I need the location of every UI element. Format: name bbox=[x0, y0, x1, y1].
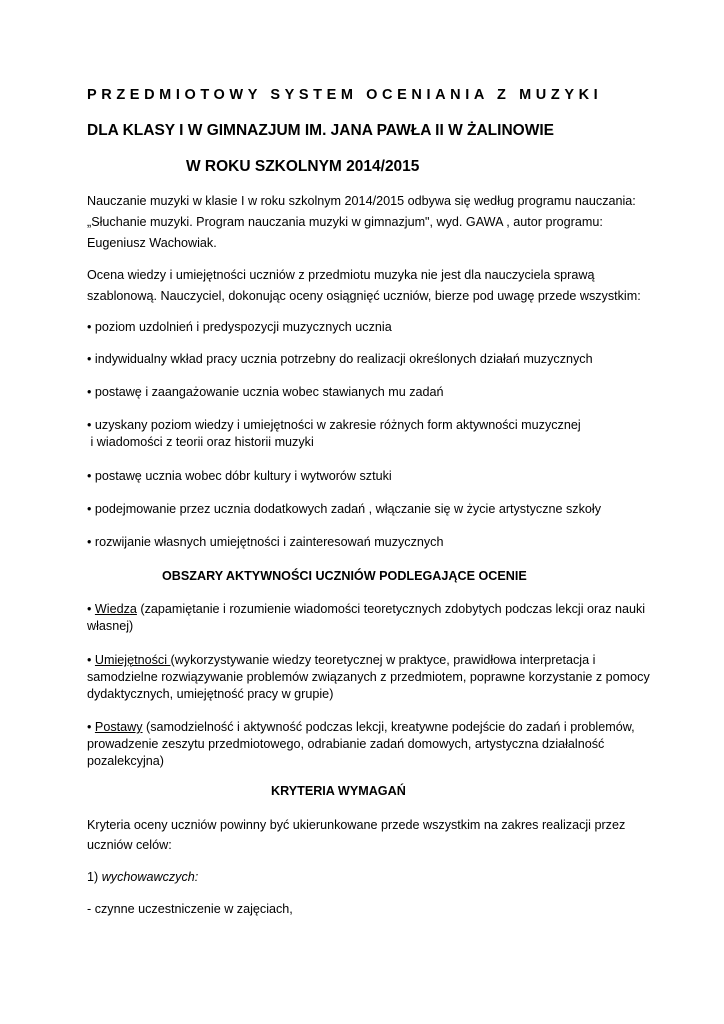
area-description-line: pozalekcyjna) bbox=[87, 754, 165, 768]
list-item: • poziom uzdolnień i predyspozycji muzycznych ucznia bbox=[87, 320, 392, 334]
document-subtitle: DLA KLASY I W GIMNAZJUM IM. JANA PAWŁA II W ŻALINOWIE bbox=[87, 122, 554, 139]
item-label: wychowawczych: bbox=[101, 870, 199, 884]
area-term: Umiejętności bbox=[94, 653, 171, 667]
area-description-line: samodzielne rozwiązywanie problemów związanych z przedmiotem, poprawne korzystanie z pomocy bbox=[87, 670, 650, 684]
area-description-line: dydaktycznych, umiejętność pracy w grupie) bbox=[87, 687, 334, 701]
area-postawy bbox=[87, 720, 635, 734]
criteria-heading: KRYTERIA WYMAGAŃ bbox=[271, 784, 406, 798]
criteria-line: uczniów celów: bbox=[87, 838, 172, 852]
intro-line: „Słuchanie muzyki. Program nauczania muzyki w gimnazjum", wyd. GAWA , autor programu: bbox=[87, 215, 603, 229]
assessment-line: Ocena wiedzy i umiejętności uczniów z przedmiotu muzyka nie jest dla nauczyciela sprawą bbox=[87, 268, 595, 282]
list-item: • postawę i zaangażowanie ucznia wobec stawianych mu zadań bbox=[87, 385, 444, 399]
bullet: • bbox=[87, 720, 95, 734]
intro-line: Nauczanie muzyki w klasie I w roku szkolnym 2014/2015 odbywa się według programu nauczania: bbox=[87, 194, 636, 208]
areas-heading: OBSZARY AKTYWNOŚCI UCZNIÓW PODLEGAJĄCE OCENIE bbox=[162, 569, 527, 583]
document-title: PRZEDMIOTOWY SYSTEM OCENIANIA Z MUZYKI bbox=[87, 87, 603, 103]
list-item: • podejmowanie przez ucznia dodatkowych zadań , włączanie się w życie artystyczne szkoły bbox=[87, 502, 601, 516]
area-description: (samodzielność i aktywność podczas lekcji, kreatywne podejście do zadań i problemów, bbox=[142, 720, 635, 734]
area-wiedza bbox=[87, 602, 645, 616]
criteria-subitem: - czynne uczestniczenie w zajęciach, bbox=[87, 902, 293, 916]
area-description: (wykorzystywanie wiedzy teoretycznej w praktyce, prawidłowa interpretacja i bbox=[170, 653, 596, 667]
criteria-line: Kryteria oceny uczniów powinny być ukierunkowane przede wszystkim na zakres realizacji przez bbox=[87, 818, 626, 832]
area-description-line: prowadzenie zeszytu przedmiotowego, odrabianie zadań domowych, artystyczna działalność bbox=[87, 737, 605, 751]
criteria-item bbox=[87, 870, 198, 884]
list-item: • indywidualny wkład pracy ucznia potrzebny do realizacji określonych działań muzycznych bbox=[87, 352, 593, 366]
area-description: (zapamiętanie i rozumienie wiadomości teoretycznych zdobytych podczas lekcji oraz nauki bbox=[136, 602, 646, 616]
area-term: Postawy bbox=[94, 720, 143, 734]
assessment-line: szablonową. Nauczyciel, dokonując oceny osiągnięć uczniów, bierze pod uwagę przede wszystkim: bbox=[87, 289, 641, 303]
bullet: • bbox=[87, 602, 95, 616]
list-item-continuation: i wiadomości z teorii oraz historii muzyki bbox=[87, 435, 314, 449]
item-number: 1) bbox=[87, 870, 102, 884]
school-year-title: W ROKU SZKOLNYM 2014/2015 bbox=[186, 158, 420, 175]
bullet: • bbox=[87, 653, 95, 667]
area-description-line: własnej) bbox=[87, 619, 134, 633]
intro-line: Eugeniusz Wachowiak. bbox=[87, 236, 217, 250]
list-item: • postawę ucznia wobec dóbr kultury i wytworów sztuki bbox=[87, 469, 392, 483]
area-umiejetnosci bbox=[87, 653, 595, 667]
list-item: • uzyskany poziom wiedzy i umiejętności w zakresie różnych form aktywności muzycznej bbox=[87, 418, 581, 432]
area-term: Wiedza bbox=[94, 602, 137, 616]
list-item: • rozwijanie własnych umiejętności i zainteresowań muzycznych bbox=[87, 535, 444, 549]
